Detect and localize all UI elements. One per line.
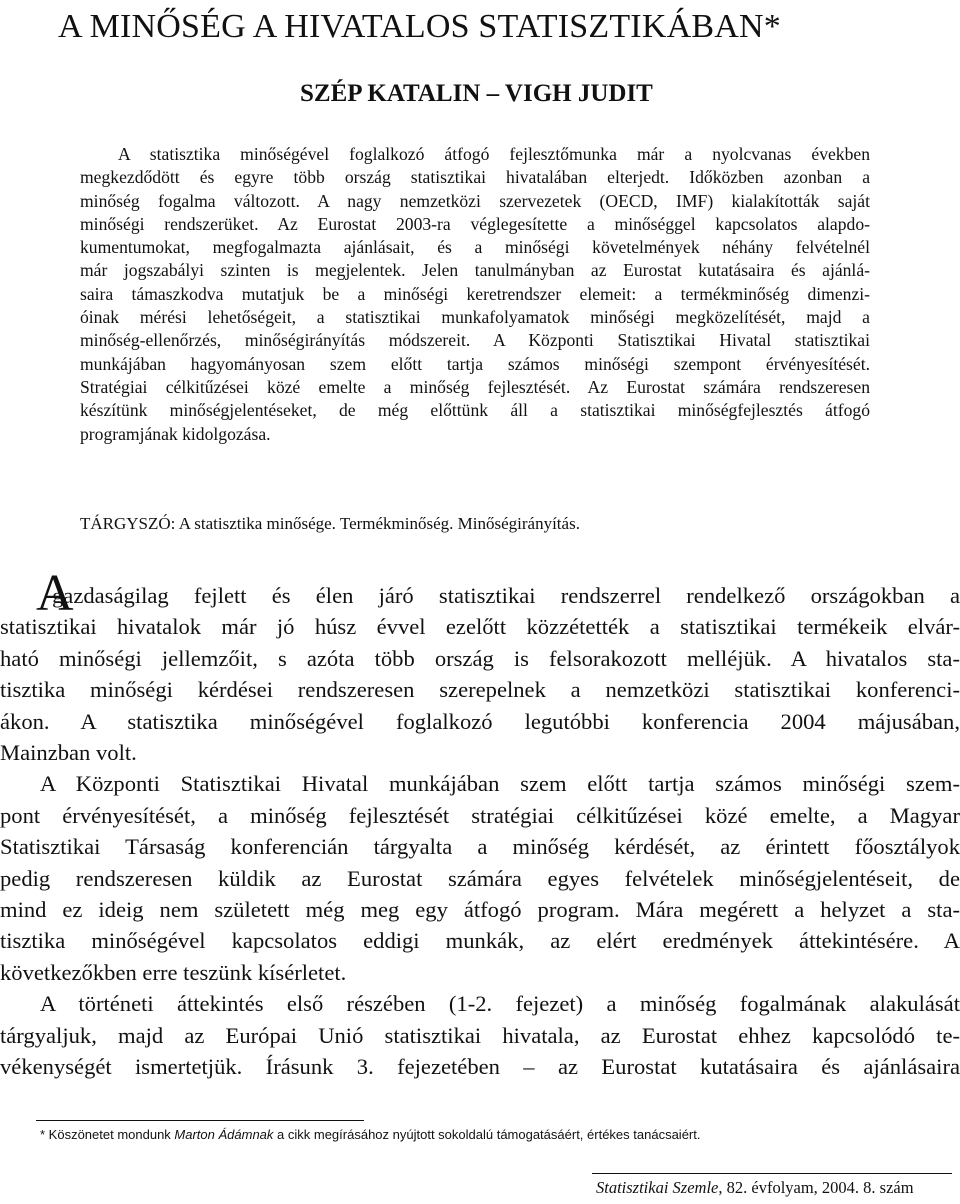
footnote-prefix: * Köszönetet mondunk [40,1127,175,1142]
abstract-line: óinak mérési lehetőségeit, a statisztikai munkafolyamatok minőségi megközelítését, majd a [80,307,870,328]
body-line: ható minőségi jellemzőit, s azóta több ország is felsorakozott melléjük. A hivatalos sta- [0,645,960,671]
abstract-line: munkájában hagyományosan szem előtt tartja számos minőségi szempont érvényesítését. [80,353,870,374]
body-line: Mainzban volt. [0,740,137,766]
authors: SZÉP KATALIN – VIGH JUDIT [300,80,653,107]
abstract-line: már jogszabályi szinten is megjelentek. Jelen tanulmányban az Eurostat kutatásaira és ajánlá- [80,260,870,281]
body-line: tisztika minőségi kérdései rendszeresen szerepelnek a nemzetközi statisztikai konferenci- [0,677,960,703]
body-line: statisztikai hivatalok már jó húsz évvel ezelőtt közzétették a statisztikai termékeik elvár- [0,614,960,640]
body-line: gazdaságilag fejlett és élen járó statisztikai rendszerrel rendelkező országokban a [52,583,960,608]
body-line: mind ez ideig nem született még meg egy átfogó program. Mára megérett a helyzet a sta- [0,897,960,923]
body-line: Statisztikai Társaság konferencián tárgyalta a minőség kérdését, az érintett főosztályok [0,834,960,860]
abstract-line: Stratégiai célkitűzései közé emelte a minőség fejlesztését. Az Eurostat számára rendszeresen [80,376,870,397]
body-line: ákon. A statisztika minőségével foglalkozó legutóbbi konferencia 2004 májusában, [0,708,960,734]
article-title: A MINŐSÉG A HIVATALOS STATISZTIKÁBAN* [58,8,781,45]
body-line: A Központi Statisztikai Hivatal munkájában szem előtt tartja számos minőségi szem- [40,771,960,797]
journal-reference [596,1178,914,1198]
footnote-name: Marton Ádámnak [174,1127,274,1142]
abstract-line: kumentumokat, megfogalmazta ajánlásait, és a minőségi követelmények néhány felvételnél [80,237,870,258]
abstract-line: készítünk minőségjelentéseket, de még előttünk áll a statisztikai minőségfejlesztés átfogó [80,400,870,421]
body-line: tárgyaljuk, majd az Európai Unió statisztikai hivatala, az Eurostat ehhez kapcsolódó te- [0,1022,960,1048]
journal-issue: , 82. évfolyam, 2004. 8. szám [718,1178,914,1197]
footnote-divider [36,1120,364,1121]
abstract-line: minőség fogalma változott. A nagy nemzetközi szervezetek (OECD, IMF) kialakították saját [80,190,870,211]
body-line: pedig rendszeresen küldik az Eurostat számára egyes felvételek minőségjelentéseit, de [0,865,960,891]
journal-divider [592,1173,952,1174]
abstract-line: minőségi rendszerüket. Az Eurostat 2003-ra véglegesítette a minőséggel kapcsolatos alapdo- [80,213,870,234]
body-line: következőkben erre teszünk kísérletet. [0,959,347,985]
body-text [0,580,960,1083]
body-line: A történeti áttekintés első részében (1-2. fejezet) a minőség fogalmának alakulását [40,991,960,1017]
journal-name: Statisztikai Szemle [596,1178,719,1197]
abstract-line: programjának kidolgozása. [80,423,271,444]
footnote [40,1127,700,1142]
abstract-line: A statisztika minőségével foglalkozó átfogó fejlesztőmunka már a nyolcvanas években [118,144,870,164]
keywords: TÁRGYSZÓ: A statisztika minősége. Termékminőség. Minőségirányítás. [80,514,580,533]
abstract-line: saira támaszkodva mutatjuk be a minőségi keretrendszer elemeit: a termékminőség dimenzi- [80,283,870,304]
abstract-line: megkezdődött és egyre több ország statisztikai hivatalában elterjedt. Időközben azonban a [80,167,870,188]
body-line: tisztika minőségével kapcsolatos eddigi munkák, az elért eredmények áttekintésére. A [0,928,960,954]
footnote-suffix: a cikk megírásához nyújtott sokoldalú támogatásáért, értékes tanácsaiért. [273,1127,701,1142]
abstract-line: minőség-ellenőrzés, minőségirányítás módszereit. A Központi Statisztikai Hivatal statisztikai [80,330,870,351]
body-line: pont érvényesítését, a minőség fejlesztését stratégiai célkitűzései közé emelte, a Magyar [0,802,960,828]
drop-cap: A [36,565,74,622]
body-line: vékenységét ismertetjük. Írásunk 3. fejezetében – az Eurostat kutatásaira és ajánlásaira [0,1054,960,1080]
abstract [80,143,870,446]
